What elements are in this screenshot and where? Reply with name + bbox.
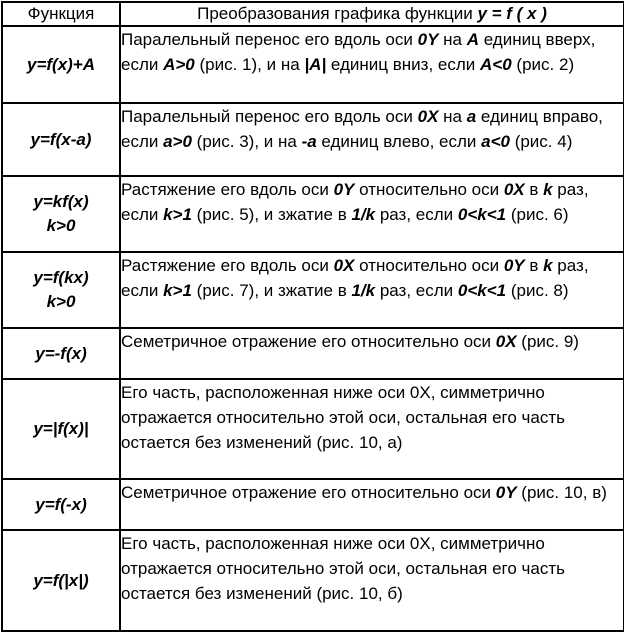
function-formula: y=-f(x) [35, 343, 87, 363]
description-text: единиц влево, если [316, 132, 482, 151]
description-text: в [524, 256, 544, 275]
math-term: 0Y [495, 483, 517, 502]
function-formula: y=f(x-a) [30, 129, 92, 149]
description-text: (рис. 7), и зжатие в [191, 281, 352, 300]
description-text: раз, если [375, 281, 458, 300]
math-term: k>1 [163, 205, 192, 224]
math-term: 0X [333, 256, 355, 275]
function-condition: k>0 [46, 292, 76, 311]
math-term: 0Y [503, 256, 525, 275]
math-term: k [543, 256, 553, 275]
description-text: (рис. 4) [509, 132, 573, 151]
function-cell [2, 530, 120, 631]
description-cell [120, 379, 624, 479]
description-text: (рис. 9) [516, 332, 579, 351]
description-text: на [438, 107, 467, 126]
math-term: 0<k<1 [457, 281, 507, 300]
function-cell [2, 26, 120, 103]
description-text: (рис. 8) [506, 281, 569, 300]
description-text: на [438, 30, 467, 49]
function-cell [2, 379, 120, 479]
table-row [2, 176, 624, 252]
table-row [2, 252, 624, 328]
description-text: в [524, 180, 544, 199]
description-text: единиц вправо, если [121, 107, 603, 151]
description-cell [120, 328, 624, 379]
description-text: относительно оси [354, 256, 504, 275]
description-cell [120, 479, 624, 530]
description-text: раз, если [121, 180, 589, 224]
description-text: Растяжение его вдоль оси [121, 180, 334, 199]
transformations-table [1, 1, 624, 632]
description-text: Семетричное отражение его относительно оси [121, 483, 496, 502]
description-text: раз, если [375, 205, 458, 224]
description-text: (рис. 5), и зжатие в [191, 205, 352, 224]
table-row [2, 103, 624, 176]
math-term: A [466, 30, 479, 49]
header-row [2, 2, 624, 26]
description-cell [120, 530, 624, 631]
description-text: Семетричное отражение его относительно оси [121, 332, 496, 351]
math-term: 0X [503, 180, 525, 199]
table-row [2, 379, 624, 479]
description-text: Паралельный перенос его вдоль оси [121, 30, 418, 49]
math-term: k>1 [163, 281, 192, 300]
function-formula: y=f(kx) [33, 268, 89, 287]
function-cell [2, 176, 120, 252]
table-row [2, 26, 624, 103]
function-formula: y=f(x)+A [26, 54, 96, 74]
function-formula: y=f(-x) [35, 494, 87, 514]
function-formula: y=f(|x|) [33, 570, 89, 590]
description-text: (рис. 3), и на [191, 132, 302, 151]
description-text: единиц вниз, если [326, 55, 481, 74]
math-term: -a [301, 132, 317, 151]
description-text: Растяжение его вдоль оси [121, 256, 334, 275]
function-condition: k>0 [46, 216, 76, 235]
math-term: 0Y [417, 30, 439, 49]
description-text: единиц вверх, если [121, 30, 596, 74]
function-cell [2, 103, 120, 176]
header-formula: y = f ( x ) [477, 4, 547, 23]
header-transformations-text: Преобразования графика функции [197, 4, 478, 23]
math-term: a [466, 107, 477, 126]
math-term: 1/k [351, 205, 376, 224]
function-formula: y=kf(x) [33, 192, 89, 211]
description-text: Паралельный перенос его вдоль оси [121, 107, 418, 126]
header-function: Функция [2, 2, 120, 26]
description-text: (рис. 2) [511, 55, 575, 74]
math-term: a>0 [163, 132, 192, 151]
function-cell [2, 252, 120, 328]
math-term: |A| [304, 55, 327, 74]
description-text: относительно оси [354, 180, 504, 199]
description-text: раз, если [121, 256, 589, 300]
math-term: 0X [417, 107, 439, 126]
math-term: 0Y [333, 180, 355, 199]
math-term: a<0 [481, 132, 510, 151]
function-formula: y=|f(x)| [33, 419, 89, 438]
math-term: A>0 [163, 55, 195, 74]
table-row [2, 479, 624, 530]
table-row [2, 530, 624, 631]
math-term: A<0 [480, 55, 512, 74]
description-text: (рис. 6) [506, 205, 569, 224]
description-cell [120, 252, 624, 328]
math-term: 1/k [351, 281, 376, 300]
description-cell [120, 176, 624, 252]
description-cell [120, 103, 624, 176]
description-text: Его часть, расположенная ниже оси 0X, симметрично отражается относительно этой оси, остальная его часть остается без изменений (рис. 10, а) [121, 383, 565, 452]
description-cell [120, 26, 624, 103]
function-cell [2, 328, 120, 379]
math-term: k [543, 180, 553, 199]
math-term: 0<k<1 [457, 205, 507, 224]
math-term: 0X [495, 332, 517, 351]
table-row [2, 328, 624, 379]
description-text: Его часть, расположенная ниже оси 0X, симметрично отражается относительно этой оси, остальная его часть остается без изменений (рис. 10, б) [121, 534, 565, 603]
function-cell [2, 479, 120, 530]
description-text: (рис. 10, в) [516, 483, 607, 502]
description-text: (рис. 1), и на [194, 55, 305, 74]
header-transformations [120, 2, 624, 26]
table-body [2, 26, 624, 631]
